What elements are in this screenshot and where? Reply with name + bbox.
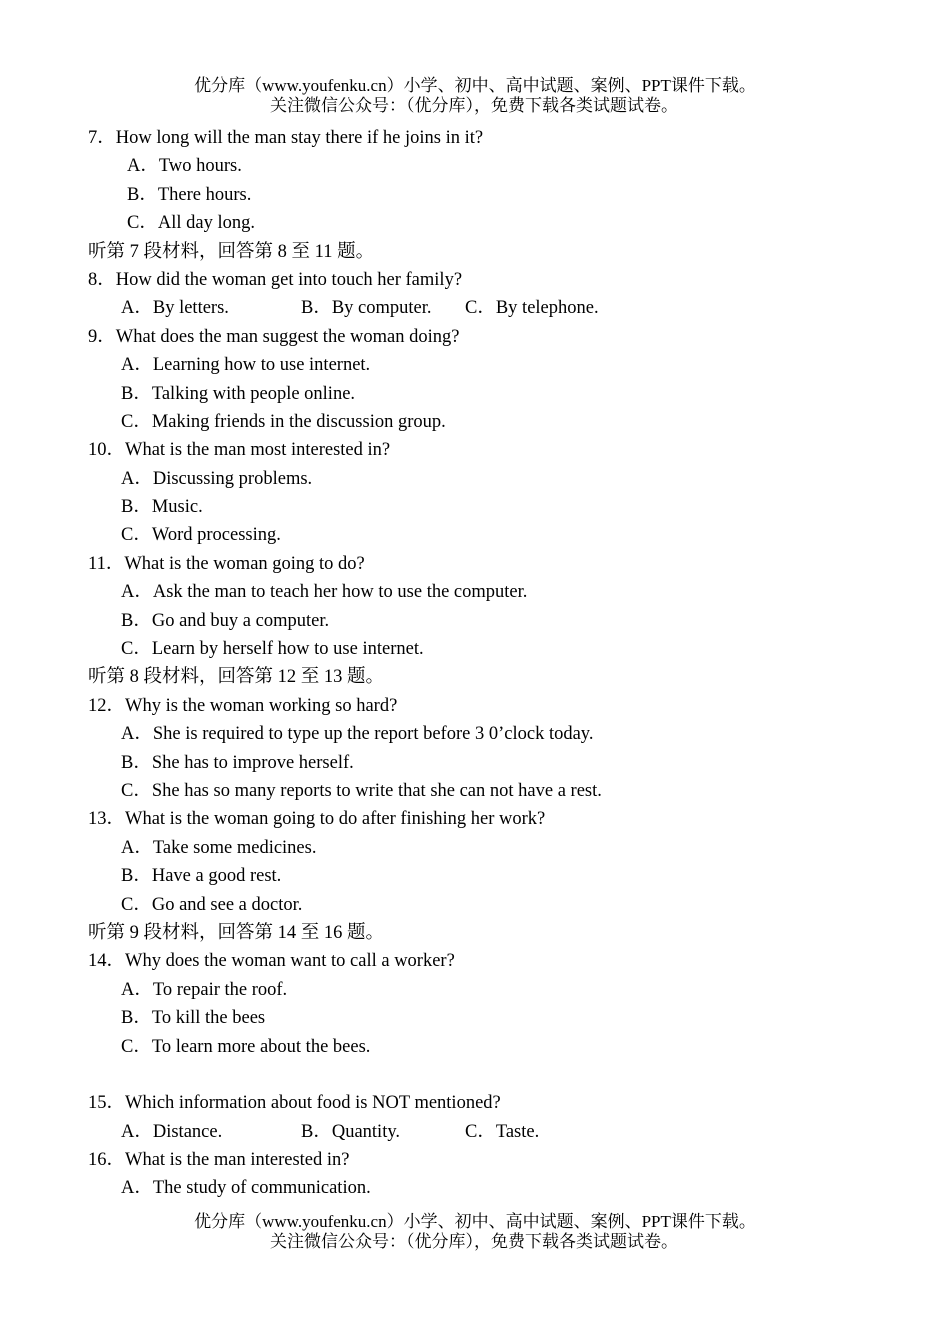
q7-option-b: B．There hours. <box>127 184 252 205</box>
q11-option-a: A．Ask the man to teach her how to use the computer. <box>121 582 528 603</box>
q11-option-c: C．Learn by herself how to use internet. <box>121 639 424 660</box>
question-12: 12．Why is the woman working so hard? <box>88 695 398 716</box>
q10-option-a: A．Discussing problems. <box>121 468 313 489</box>
question-14: 14．Why does the woman want to call a worker? <box>88 951 455 972</box>
question-8: 8．How did the woman get into touch her family? <box>88 269 463 290</box>
q15-option-b: B．Quantity. <box>301 1121 401 1142</box>
q14-option-a: A．To repair the roof. <box>121 979 288 1000</box>
q12-option-a: A．She is required to type up the report before 3 0’clock today. <box>121 724 594 745</box>
q9-option-c: C．Making friends in the discussion group. <box>121 411 446 432</box>
blank-line <box>88 1061 908 1089</box>
q15-option-a: A．Distance. <box>121 1121 223 1142</box>
q15-options <box>88 1118 908 1146</box>
question-7: 7．How long will the man stay there if he joins in it? <box>88 128 484 148</box>
question-list <box>88 124 908 1203</box>
question-16: 16．What is the man interested in? <box>88 1150 350 1171</box>
q14-option-c: C．To learn more about the bees. <box>121 1036 371 1057</box>
q10-option-b: B．Music. <box>121 497 203 518</box>
q15-option-c: C．Taste. <box>465 1121 540 1142</box>
section-9-heading: 听第 9 段材料，回答第 14 至 16 题。 <box>88 922 385 943</box>
question-9: 9．What does the man suggest the woman doing? <box>88 326 460 347</box>
section-8-heading: 听第 8 段材料，回答第 12 至 13 题。 <box>88 667 385 688</box>
q11-option-b: B．Go and buy a computer. <box>121 610 330 631</box>
q8-option-c: C．By telephone. <box>465 298 599 319</box>
q13-option-c: C．Go and see a doctor. <box>121 894 303 915</box>
question-10: 10．What is the man most interested in? <box>88 440 391 461</box>
page-footer <box>0 1212 950 1252</box>
question-15: 15．Which information about food is NOT mentioned? <box>88 1093 501 1114</box>
section-7-heading: 听第 7 段材料，回答第 8 至 11 题。 <box>88 241 375 262</box>
q8-option-b: B．By computer. <box>301 298 432 319</box>
q16-option-a: A．The study of communication. <box>121 1178 371 1199</box>
question-13: 13．What is the woman going to do after finishing her work? <box>88 809 546 830</box>
footer-line-1: 优分库（www.youfenku.cn）小学、初中、高中试题、案例、PPT课件下载。 <box>194 1212 756 1231</box>
q8-options <box>88 294 908 322</box>
q10-option-c: C．Word processing. <box>121 525 281 546</box>
q12-option-c: C．She has so many reports to write that she can not have a rest. <box>121 780 602 801</box>
q12-option-b: B．She has to improve herself. <box>121 752 354 773</box>
q13-option-a: A．Take some medicines. <box>121 837 317 858</box>
q7-option-c: C．All day long. <box>127 213 255 234</box>
q13-option-b: B．Have a good rest. <box>121 866 282 887</box>
footer-line-2: 关注微信公众号：（优分库），免费下载各类试题试卷。 <box>270 1232 678 1251</box>
header-line-2: 关注微信公众号：（优分库），免费下载各类试题试卷。 <box>270 96 678 115</box>
q7-option-a: A．Two hours. <box>127 156 242 177</box>
q9-option-b: B．Talking with people online. <box>121 383 356 404</box>
header-line-1: 优分库（www.youfenku.cn）小学、初中、高中试题、案例、PPT课件下载。 <box>194 76 756 95</box>
q8-option-a: A．By letters. <box>121 298 229 319</box>
question-11: 11．What is the woman going to do? <box>88 553 365 574</box>
page-header <box>0 76 950 116</box>
q9-option-a: A．Learning how to use internet. <box>121 355 371 376</box>
q14-option-b: B．To kill the bees <box>121 1008 266 1029</box>
